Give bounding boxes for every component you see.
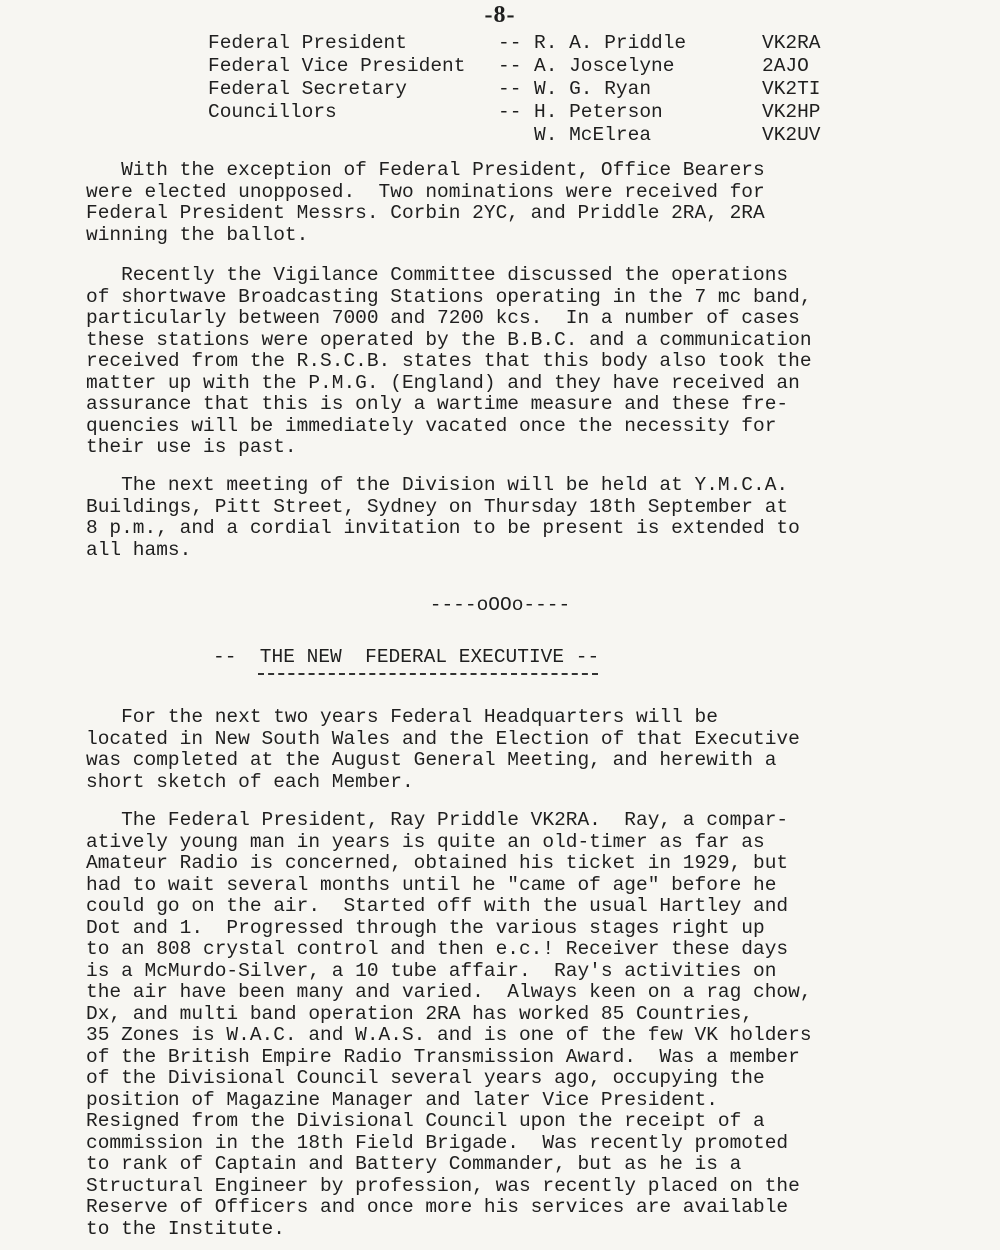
officer-name: W. McElrea [534, 124, 652, 146]
officers-list [208, 32, 852, 147]
officer-callsign: 2AJO [762, 55, 809, 77]
officer-callsign: VK2RA [762, 32, 821, 54]
officer-row [208, 101, 852, 124]
officer-name: A. Joscelyne [534, 55, 675, 77]
executive-paragraph: For the next two years Federal Headquarters will be located in New South Wales and the Election of that Executive was completed at the August General Meeting, and herewith a short sketch of each Member. [86, 706, 800, 793]
officer-dash: -- [498, 101, 522, 123]
page-number: -8- [484, 2, 516, 28]
officer-row [208, 32, 852, 55]
officer-name: H. Peterson [534, 101, 663, 123]
vigilance-paragraph: Recently the Vigilance Committee discussed the operations of shortwave Broadcasting Stations operating in the 7 mc band, particularly between 7000 and 7200 kcs. In a number of cases these stations were operated by the B.B.C. and a communication received from the R.S.C.B. states that this body also took the matter up with the P.M.G. (England) and they have received an assurance that this is only a wartime measure and these fre- quencies will be immediately vacated once the necessity for their use is past. [86, 264, 812, 458]
officer-role [208, 124, 498, 147]
officer-role: Federal Secretary [208, 78, 407, 100]
officer-dash: -- [498, 55, 522, 77]
officer-row [208, 124, 852, 147]
officer-row [208, 55, 852, 78]
heading-underline [258, 673, 598, 675]
election-paragraph: With the exception of Federal President, Office Bearers were elected unopposed. Two nominations were received for Federal President Messrs. Corbin 2YC, and Priddle 2RA, 2RA winning the ballot. [86, 159, 765, 246]
meeting-paragraph: The next meeting of the Division will be held at Y.M.C.A. Buildings, Pitt Street, Sydney on Thursday 18th September at 8 p.m., and a cordial invitation to be present is extended to all hams. [86, 474, 800, 561]
officer-dash: -- [498, 78, 522, 100]
officer-name: R. A. Priddle [534, 32, 687, 54]
president-sketch-paragraph: The Federal President, Ray Priddle VK2RA. Ray, a compar- atively young man in years is quite an old-timer as far as Amateur Radio is concerned, obtained his ticket in 1929, but had to wait several months until he "came of age" before he could go on the air. Started off with the usual Hartley and Dot and 1. Progressed through the various stages right up to an 808 crystal control and then e.c.! Receiver these days is a McMurdo-Silver, a 10 tube affair. Ray's activities on the air have been many and varied. Always keen on a rag chow, Dx, and multi band operation 2RA has worked 85 Countries, 35 Zones is W.A.C. and W.A.S. and is one of the few VK holders of the British Empire Radio Transmission Award. Was a member of the Divisional Council several years ago, occupying the position of Magazine Manager and later Vice President. Resigned from the Divisional Council upon the receipt of a commission in the 18th Field Brigade. Was recently promoted to rank of Captain and Battery Commander, but as he is a Structural Engineer by profession, was recently placed on the Reserve of Officers and once more his services are available to the Institute. [86, 809, 812, 1240]
officer-callsign: VK2TI [762, 78, 821, 100]
officer-dash: -- [498, 32, 522, 54]
officer-name: W. G. Ryan [534, 78, 652, 100]
officer-callsign: VK2UV [762, 124, 821, 146]
officer-dash [498, 124, 534, 147]
section-divider: ----oOOo---- [429, 594, 571, 616]
officer-role: Federal President [208, 32, 407, 54]
officer-role: Councillors [208, 101, 337, 123]
officer-row [208, 78, 852, 101]
officer-role: Federal Vice President [208, 55, 466, 77]
officer-callsign: VK2HP [762, 101, 821, 123]
section-heading: -- THE NEW FEDERAL EXECUTIVE -- [213, 646, 600, 668]
